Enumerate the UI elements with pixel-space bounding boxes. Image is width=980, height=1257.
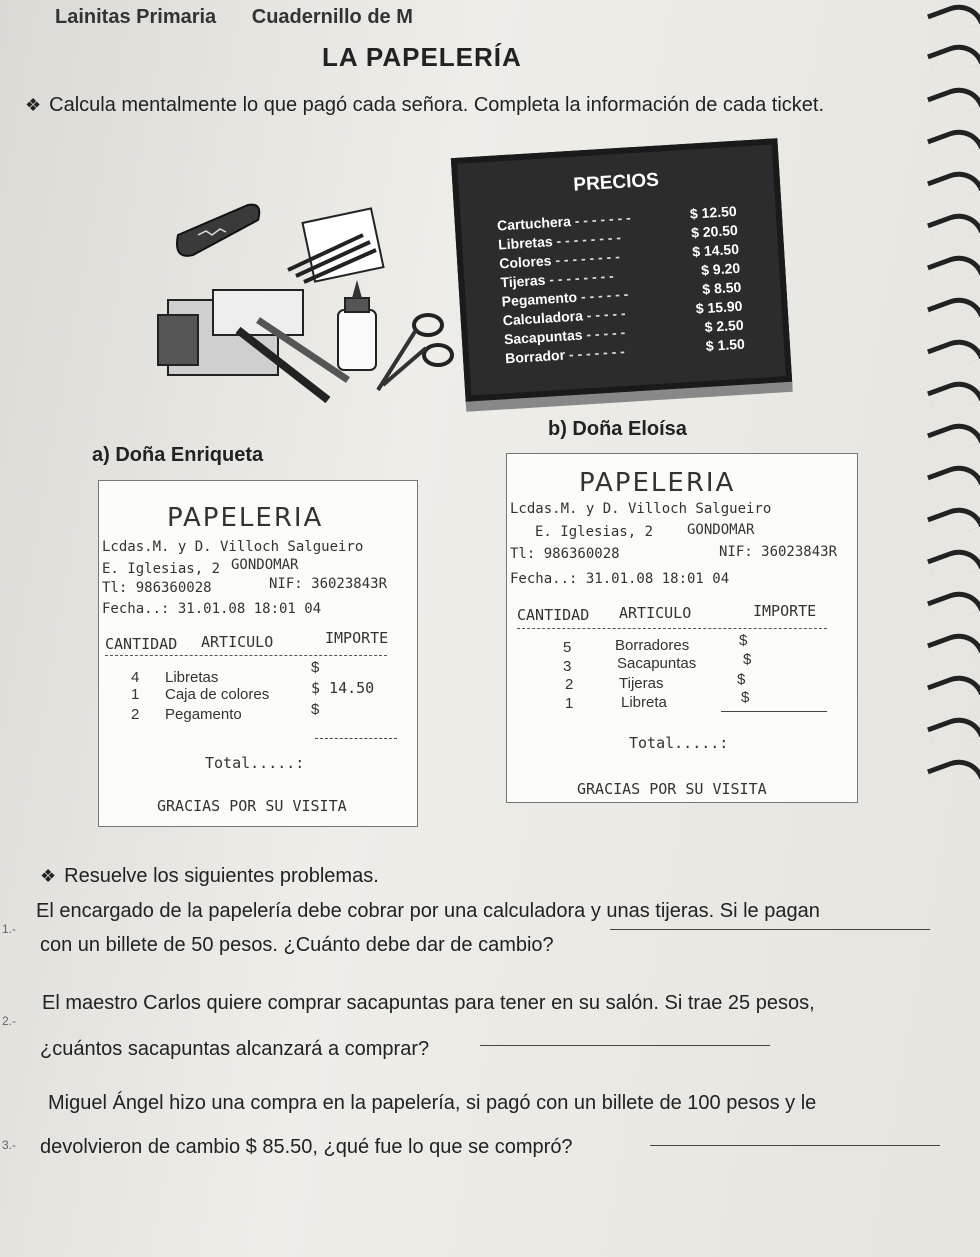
price-value: $ 1.50 <box>705 335 746 354</box>
ticket-row-amount: $ <box>741 689 750 706</box>
board-tray <box>466 382 793 412</box>
price-value: $ 20.50 <box>690 221 739 241</box>
ticket-date: Fecha..: 31.01.08 18:01 04 <box>102 601 322 617</box>
ticket-row-qty: 5 <box>563 639 572 656</box>
problem-number: 2.- <box>2 1014 17 1028</box>
ticket-a <box>98 480 418 827</box>
problem-text-line2: devolvieron de cambio $ 85.50, ¿qué fue lo que se compró? <box>40 1136 573 1158</box>
answer-line-2[interactable] <box>480 1044 770 1046</box>
ticket-row-qty: 2 <box>131 706 140 723</box>
colored-pencils-icon <box>288 208 383 282</box>
price-item-name: Colores <box>498 252 552 272</box>
ticket-row-amount: $ <box>743 651 752 668</box>
binding-ring-icon <box>927 416 980 459</box>
price-value: $ 8.50 <box>701 278 742 298</box>
ticket-b <box>506 453 858 803</box>
problem-1 <box>0 896 960 976</box>
binding-ring-icon <box>927 458 980 501</box>
answer-line-3[interactable] <box>650 1144 940 1146</box>
binding-ring-icon <box>927 668 980 711</box>
ticket-total: Total.....: <box>629 734 729 752</box>
scissors-icon <box>378 315 452 390</box>
binding-ring-icon <box>927 206 980 249</box>
ticket-row-amount: $ <box>737 671 746 688</box>
binding-ring-icon <box>927 122 980 165</box>
ticket-row-item: Caja de colores <box>165 686 270 703</box>
ticket-row-item: Borradores <box>615 637 690 654</box>
binding-ring-icon <box>927 500 980 543</box>
col-qty-header: CANTIDAD <box>517 606 590 624</box>
problems-heading-text: Resuelve los siguientes problemas. <box>64 865 379 887</box>
price-item-name: Cartuchera <box>496 213 572 234</box>
school-supplies-illustration <box>138 180 468 410</box>
problem-text-line1: El encargado de la papelería debe cobrar por una calculadora y unas tijeras. Si le pagan <box>36 900 820 922</box>
binding-ring-icon <box>927 164 980 207</box>
ticket-row-qty: 2 <box>565 676 574 693</box>
section-b-label: b) Doña Eloísa <box>548 418 687 440</box>
problem-number: 3.- <box>2 1138 17 1152</box>
binding-ring-icon <box>927 374 980 417</box>
binding-ring-icon <box>927 290 980 333</box>
binding-ring-icon <box>927 332 980 375</box>
price-value: $ 9.20 <box>700 259 741 279</box>
problem-number: 1.- <box>2 922 17 936</box>
page-title: LA PAPELERÍA <box>322 42 522 72</box>
ticket-row-item: Libreta <box>621 694 667 711</box>
col-item-header: ARTICULO <box>201 633 274 651</box>
price-row: Cartuchera - - - - - - - $ 12.50 <box>496 202 738 234</box>
price-value: $ 15.90 <box>695 297 743 317</box>
binding-ring-icon <box>927 626 980 669</box>
ticket-address: E. Iglesias, 2 <box>102 561 221 577</box>
diamond-bullet-icon: ❖ <box>25 95 42 115</box>
binding-ring-icon <box>927 80 980 123</box>
binding-ring-icon <box>927 248 980 291</box>
price-row: Colores - - - - - - - - $ 14.50 <box>498 240 740 272</box>
ticket-phone: Tl: 986360028 <box>102 580 212 596</box>
ticket-footer: GRACIAS POR SU VISITA <box>157 797 347 815</box>
ticket-row-amount: $ <box>311 701 320 718</box>
problem-text-line2: ¿cuántos sacapuntas alcanzará a comprar? <box>40 1038 430 1060</box>
price-row: Tijeras - - - - - - - - $ 9.20 <box>500 259 741 291</box>
instruction <box>25 92 875 119</box>
ticket-nif: NIF: 36023843R <box>719 544 838 560</box>
binding-ring-icon <box>927 37 980 80</box>
ticket-row-qty: 3 <box>563 658 572 675</box>
price-value: $ 2.50 <box>704 316 745 336</box>
binding-ring-icon <box>927 752 980 795</box>
book-name: Cuadernillo de M <box>251 6 413 28</box>
price-item-name: Calculadora <box>502 307 584 329</box>
price-board <box>451 138 792 402</box>
school-name: Lainitas Primaria <box>55 6 217 28</box>
price-row: Sacapuntas - - - - - $ 2.50 <box>503 316 745 348</box>
ticket-row-amount: $ <box>311 659 320 676</box>
ticket-row-qty: 4 <box>131 669 140 686</box>
binding-ring-icon <box>927 710 980 753</box>
binding-ring-icon <box>927 0 980 40</box>
price-value: $ 14.50 <box>691 240 740 260</box>
instruction-text: Calcula mentalmente lo que pagó cada señora. Completa la información de cada ticket. <box>49 94 825 116</box>
ticket-column-headers <box>517 602 827 629</box>
ticket-row-qty: 1 <box>131 686 140 703</box>
price-row: Borrador - - - - - - - $ 1.50 <box>504 335 746 367</box>
ticket-total-line <box>315 737 397 739</box>
ticket-row-qty: 1 <box>565 695 574 712</box>
problem-2 <box>0 988 960 1068</box>
answer-line-1[interactable] <box>610 928 930 930</box>
price-item-name: Pegamento <box>501 288 578 310</box>
problem-text-line1: Miguel Ángel hizo una compra en la papelería, si pagó con un billete de 100 pesos y le <box>48 1092 817 1114</box>
ticket-phone: Tl: 986360028 <box>510 546 620 562</box>
price-row: Pegamento - - - - - - $ 8.50 <box>501 278 742 310</box>
ticket-row-amount: $ <box>739 632 748 649</box>
diamond-bullet-icon: ❖ <box>40 866 57 886</box>
binding-ring-icon <box>927 542 980 585</box>
ticket-row-item: Libretas <box>165 669 219 686</box>
problem-text-line2: con un billete de 50 pesos. ¿Cuánto debe dar de cambio? <box>40 934 554 956</box>
ticket-total-line <box>721 710 827 712</box>
price-item-name: Libretas <box>497 233 554 253</box>
ticket-row-item: Tijeras <box>619 675 664 692</box>
section-a-label: a) Doña Enriqueta <box>92 444 264 466</box>
col-amount-header: IMPORTE <box>753 602 817 620</box>
col-amount-header: IMPORTE <box>325 629 389 647</box>
binding-ring-icon <box>927 584 980 627</box>
col-item-header: ARTICULO <box>619 604 692 622</box>
price-item-name: Tijeras <box>500 271 546 291</box>
col-qty-header: CANTIDAD <box>105 635 178 653</box>
ticket-owner: Lcdas.M. y D. Villoch Salgueiro <box>102 539 364 555</box>
price-value: $ 12.50 <box>689 202 738 222</box>
ticket-row-item: Sacapuntas <box>617 655 697 672</box>
price-board-title: PRECIOS <box>572 169 660 196</box>
ticket-column-headers <box>105 629 387 656</box>
problems-heading <box>40 865 379 888</box>
page-header <box>55 6 443 29</box>
ticket-row-item: Pegamento <box>165 706 242 723</box>
problem-3 <box>0 1088 960 1168</box>
ticket-city: GONDOMAR <box>687 522 755 538</box>
glue-bottle-icon <box>338 280 376 370</box>
pencil-case-icon <box>177 205 259 256</box>
ticket-address: E. Iglesias, 2 <box>535 524 654 540</box>
ticket-title: PAPELERIA <box>167 503 324 533</box>
ticket-owner: Lcdas.M. y D. Villoch Salgueiro <box>510 501 772 517</box>
ticket-city: GONDOMAR <box>231 557 299 573</box>
ticket-nif: NIF: 36023843R <box>269 576 388 592</box>
ticket-row-amount: $ 14.50 <box>311 679 375 697</box>
price-item-name: Sacapuntas <box>503 326 583 348</box>
ticket-date: Fecha..: 31.01.08 18:01 04 <box>510 571 730 587</box>
ticket-footer: GRACIAS POR SU VISITA <box>577 780 767 798</box>
price-row: Calculadora - - - - - $ 15.90 <box>502 297 743 329</box>
price-row: Libretas - - - - - - - - $ 20.50 <box>497 221 739 253</box>
problem-text-line1: El maestro Carlos quiere comprar sacapuntas para tener en su salón. Si trae 25 pesos, <box>42 992 815 1014</box>
ticket-title: PAPELERIA <box>579 468 736 498</box>
price-item-name: Borrador <box>504 346 566 367</box>
ticket-total: Total.....: <box>205 754 305 772</box>
